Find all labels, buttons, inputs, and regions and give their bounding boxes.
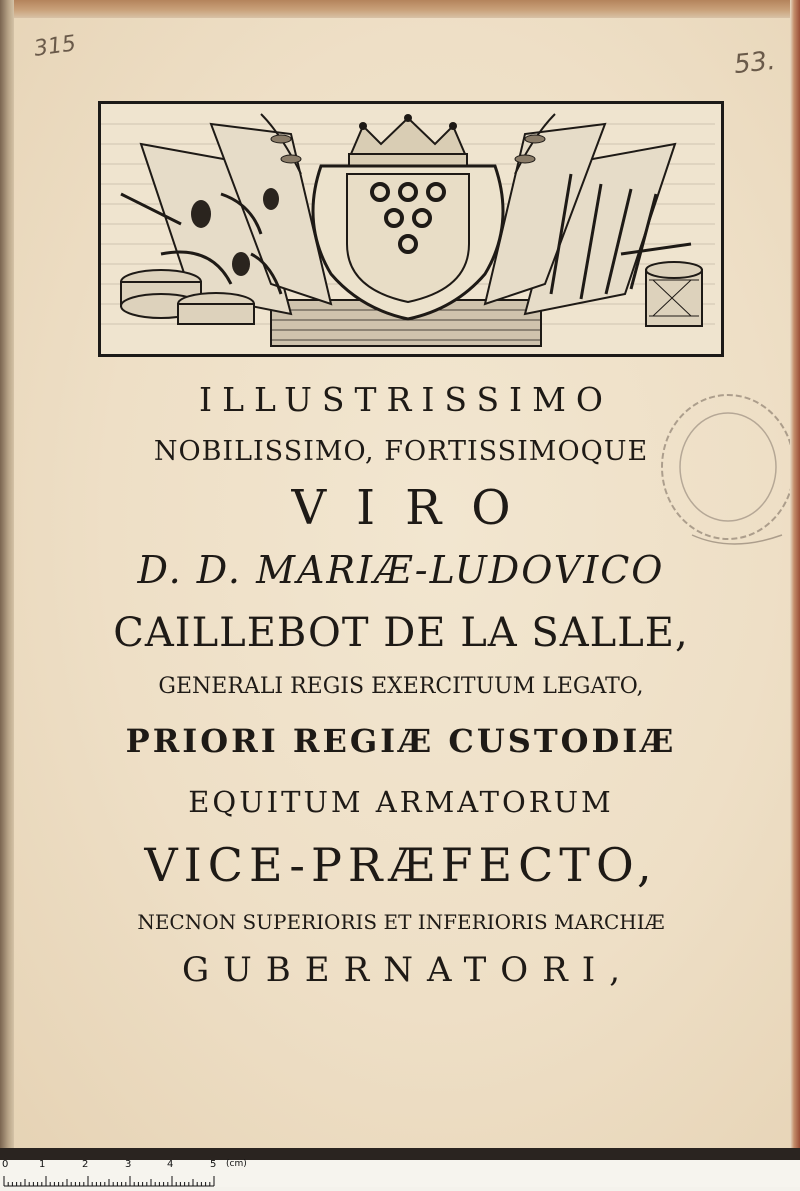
dedication-line-1: ILLUSTRISSIMO (199, 380, 613, 419)
ruler-label-3: 3 (125, 1159, 132, 1170)
dedication-line-4: D. D. MARIÆ-LUDOVICO (137, 548, 665, 592)
ruler-unit: (cm) (226, 1159, 247, 1169)
book-spine-shadow (0, 0, 14, 1160)
ruler-label-2: 2 (82, 1159, 89, 1170)
scan-bottom-border (0, 1148, 800, 1160)
dedication-line-6: GENERALI REGIS EXERCITUUM LEGATO, (158, 674, 644, 699)
dedication-line-8: EQUITUM ARMATORUM (188, 785, 614, 819)
dedication-line-2: NOBILISSIMO, FORTISSIMOQUE (153, 436, 649, 467)
ruler-label-5: 5 (210, 1159, 217, 1170)
ruler-label-0: 0 (2, 1159, 9, 1170)
dedication-line-7: PRIORI REGIÆ CUSTODIÆ (125, 722, 677, 760)
ruler-label-4: 4 (167, 1159, 174, 1170)
coat-of-arms-engraving-icon (98, 101, 724, 357)
dedication-line-3: VIRO (291, 480, 541, 536)
book-fore-edge (790, 0, 800, 1160)
ruler-label-1: 1 (39, 1159, 46, 1170)
book-top-edge (0, 0, 800, 18)
scale-ruler (0, 1160, 800, 1187)
folio-number-right: 53. (732, 45, 777, 81)
folio-number-left: 315 (32, 31, 78, 62)
dedication-line-5: CAILLEBOT DE LA SALLE, (113, 610, 689, 656)
dedication-line-11: GUBERNATORI, (181, 950, 635, 990)
dedication-line-9: VICE-PRÆFECTO, (144, 838, 658, 892)
paper-leaf (12, 10, 790, 1150)
dedication-line-10: NECNON SUPERIORIS ET INFERIORIS MARCHIÆ (137, 910, 665, 934)
